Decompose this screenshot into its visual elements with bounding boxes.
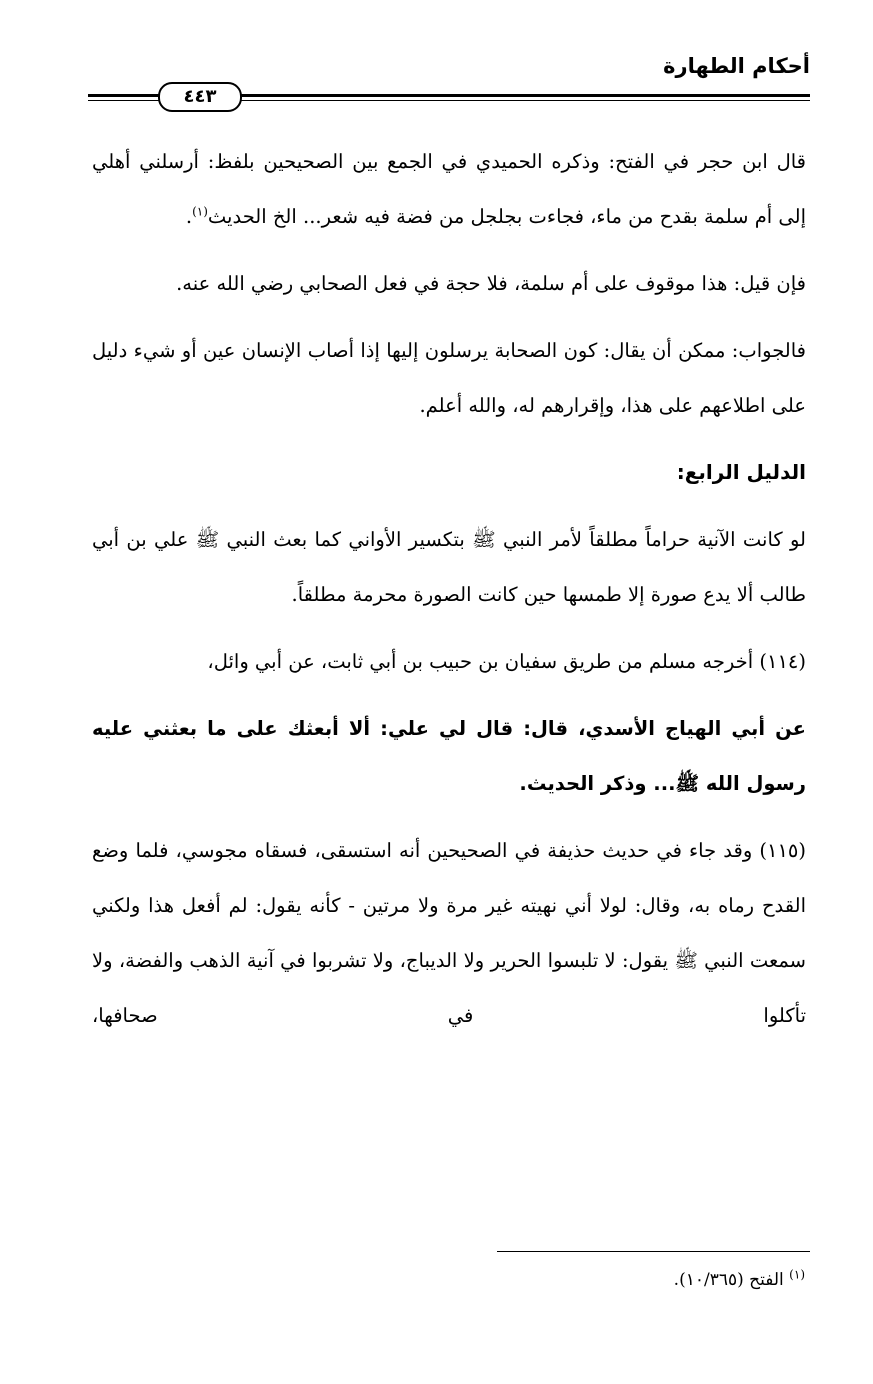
section-heading: الدليل الرابع:	[676, 460, 806, 484]
paragraph-1-text: قال ابن حجر في الفتح: وذكره الحميدي في الجمع بين الصحيحين بلفظ: أرسلني أهلي إلى أم سلمة بقدح من ماء، فجاءت بجلجل من فضة فيه شعر... الخ الحديث	[92, 150, 806, 228]
page-body	[92, 134, 806, 1055]
paragraph-6: عن أبي الهياج الأسدي، قال: قال لي علي: ألا أبعثك على ما بعثني عليه رسول الله ﷺ... وذكر الحديث.	[92, 717, 806, 795]
footnote-marker: (١)	[789, 1267, 805, 1282]
footnote-text: الفتح (١٠/٣٦٥).	[673, 1270, 784, 1290]
paragraph-1	[92, 134, 806, 244]
footnote-rule	[497, 1251, 810, 1252]
page-number: ٤٤٣	[158, 82, 242, 112]
paragraph-5: (١١٤) أخرجه مسلم من طريق سفيان بن حبيب بن أبي ثابت، عن أبي وائل،	[207, 650, 806, 673]
book-title: أحكام الطهارة	[663, 54, 810, 78]
paragraph-2: فإن قيل: هذا موقوف على أم سلمة، فلا حجة في فعل الصحابي رضي الله عنه.	[176, 272, 806, 295]
footnote-ref: (١)	[192, 204, 208, 219]
paragraph-7: (١١٥) وقد جاء في حديث حذيفة في الصحيحين أنه استسقى، فسقاه مجوسي، فلما وضع القدح رماه به، وقال: لولا أني نهيته غير مرة ولا مرتين - كأنه يقول: لم أفعل هذا ولكني سمعت النبي ﷺ يقول: لا تلبسوا الحرير ولا الديباج، ولا تشربوا في آنية الذهب والفضة، ولا تأكلوا في صحافها،	[92, 839, 806, 1027]
paragraph-3: فالجواب: ممكن أن يقال: كون الصحابة يرسلون إليها إذا أصاب الإنسان عين أو شيء دليل على اطلاعهم على هذا، وإقرارهم له، والله أعلم.	[92, 339, 806, 417]
paragraph-1-end: .	[185, 205, 193, 228]
paragraph-4: لو كانت الآنية حراماً مطلقاً لأمر النبي ﷺ بتكسير الأواني كما بعث النبي ﷺ علي بن أبي طالب ألا يدع صورة إلا طمسها حين كانت الصورة محرمة مطلقاً.	[92, 528, 806, 606]
page-header	[88, 48, 810, 108]
footnote	[405, 1267, 805, 1290]
